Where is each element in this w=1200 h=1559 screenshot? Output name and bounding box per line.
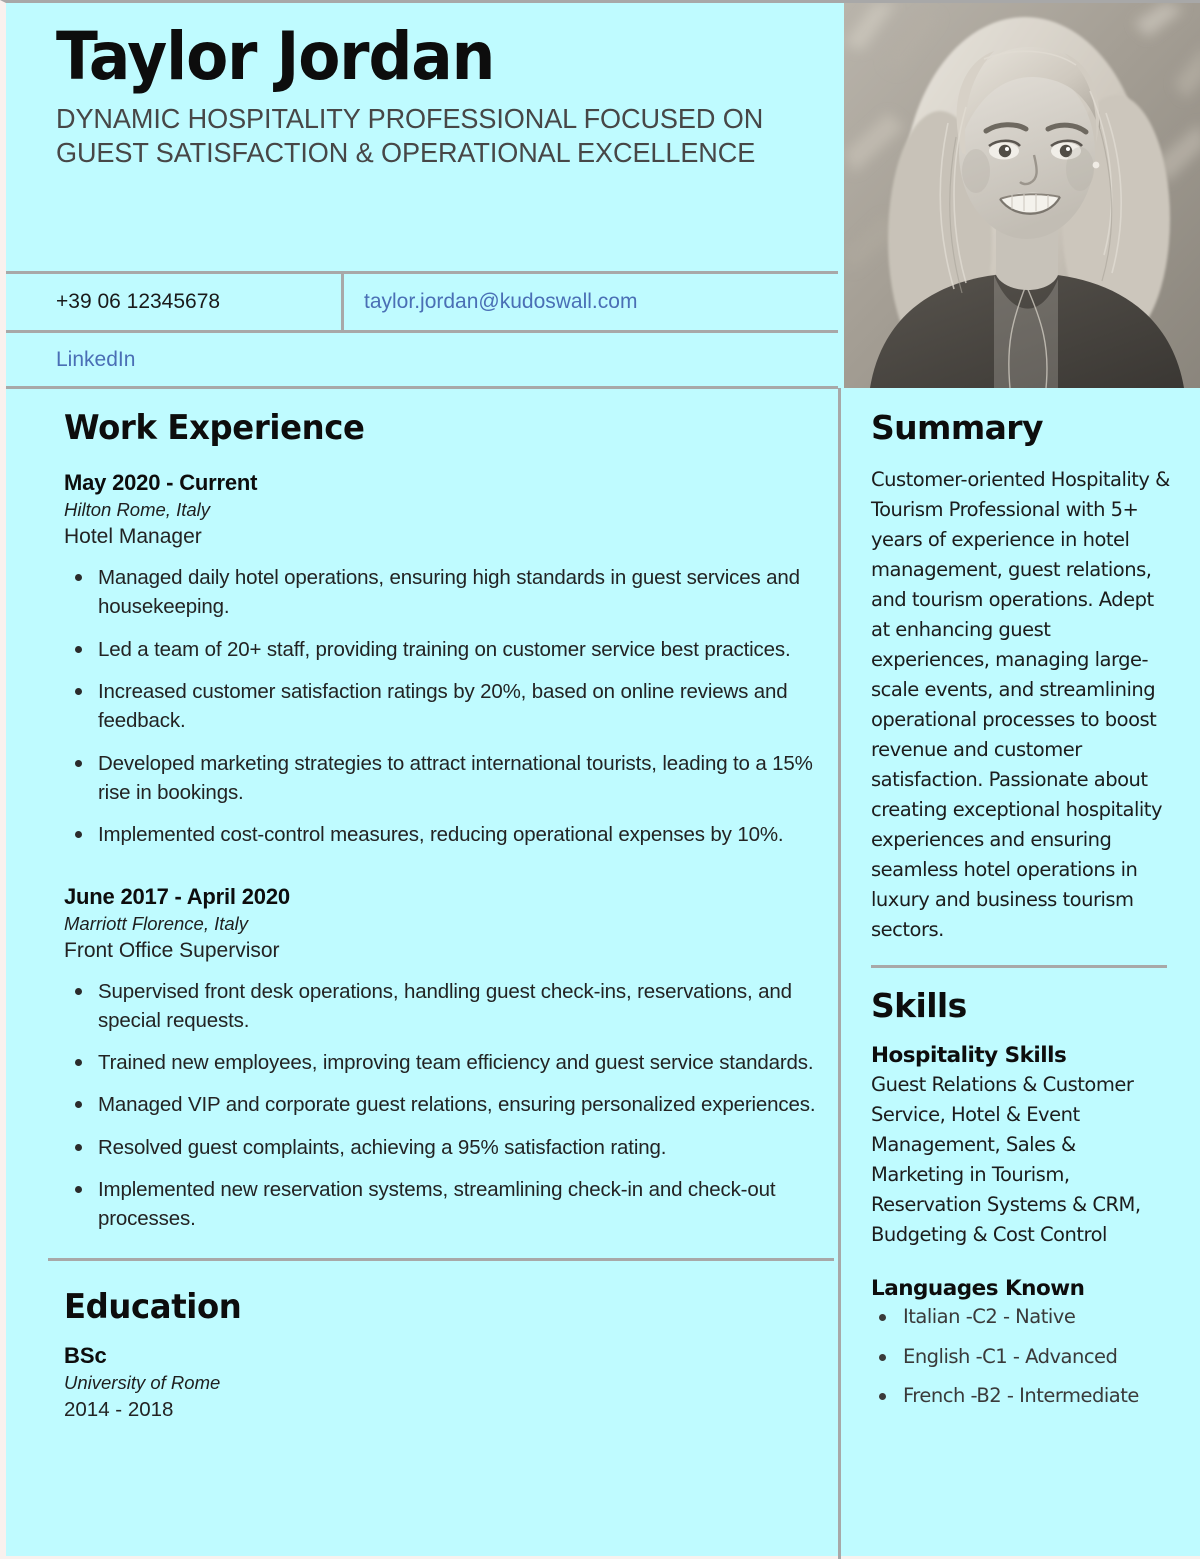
education-item [64,1343,838,1422]
job-role: Hotel Manager [64,525,202,548]
section-divider [871,965,1167,968]
contact-row [6,271,838,330]
summary-text: Customer-oriented Hospitality & Tourism Professional with 5+ years of experience in hotel management, guest relations, and tourism operations. Adept at enhancing guest experiences, managing large-scale events, and streamlining operational processes to boost revenue and customer satisfaction. Passionate about creating exceptional hospitality experiences and ensuring seamless hotel operations in luxury and business tourism sectors. [871,468,1170,942]
list-item: Increased customer satisfaction ratings by 20%, based on online reviews and feedback. [64,677,838,736]
resume-header [6,3,838,385]
job-dates: May 2020 - Current [64,470,258,495]
section-divider [48,1258,834,1261]
section-title-summary: Summary [871,408,1043,447]
list-item: Supervised front desk operations, handling guest check-ins, reservations, and special requests. [64,977,838,1036]
avatar [844,3,1200,388]
job-role: Front Office Supervisor [64,938,280,962]
list-item: English -C1 - Advanced [871,1343,1170,1371]
list-item: French -B2 - Intermediate [871,1382,1170,1410]
list-item: Managed daily hotel operations, ensuring high standards in guest services and housekeeping. [64,563,838,622]
languages-title: Languages Known [871,1276,1085,1302]
email-cell [344,274,838,330]
list-item: Implemented cost-control measures, reducing operational expenses by 10%. [64,820,838,849]
list-item: Managed VIP and corporate guest relations, ensuring personalized experiences. [64,1090,838,1119]
headline-tagline: DYNAMIC HOSPITALITY PROFESSIONAL FOCUSED ON GUEST SATISFACTION & OPERATIONAL EXCELLENCE [56,103,764,168]
sidebar-column [838,388,1200,1559]
work-experience-item [64,884,838,1234]
section-title-work-experience: Work Experience [64,408,365,448]
contact-table [6,271,838,389]
list-item: Led a team of 20+ staff, providing training on customer service best practices. [64,635,838,664]
job-company: Hilton Rome, Italy [64,499,210,520]
main-column [6,388,838,1559]
phone-value: +39 06 12345678 [56,290,221,313]
job-dates: June 2017 - April 2020 [64,883,290,909]
languages-list [871,1303,1170,1410]
linkedin-link[interactable]: LinkedIn [56,347,136,371]
linkedin-cell [6,333,838,386]
name-block [6,3,838,169]
phone-cell [6,274,344,330]
list-item: Resolved guest complaints, achieving a 95% satisfaction rating. [64,1133,838,1162]
skill-group-title: Hospitality Skills [871,1043,1067,1069]
job-company: Marriott Florence, Italy [64,912,249,934]
contact-row [6,330,838,389]
list-item: Implemented new reservation systems, streamlining check-in and check-out processes. [64,1175,838,1234]
email-link[interactable]: taylor.jordan@kudoswall.com [364,290,638,313]
skill-group-body: Guest Relations & Customer Service, Hotel & Event Management, Sales & Marketing in Tourism, Reservation Systems & CRM, Budgeting & Cost Control [871,1073,1141,1247]
job-bullet-list [64,977,838,1234]
education-school: University of Rome [64,1371,221,1393]
portrait-photo-icon [844,3,1200,388]
education-years: 2014 - 2018 [64,1397,174,1421]
job-bullet-list [64,563,838,850]
page-title: Taylor Jordan [56,18,495,95]
section-title-skills: Skills [871,986,967,1026]
education-degree: BSc [64,1342,107,1368]
section-title-education: Education [64,1286,242,1327]
list-item: Developed marketing strategies to attract international tourists, leading to a 15% rise in bookings. [64,749,838,808]
work-experience-item [64,470,838,850]
body-columns [6,388,1200,1559]
list-item: Italian -C2 - Native [871,1303,1170,1331]
list-item: Trained new employees, improving team efficiency and guest service standards. [64,1048,838,1077]
